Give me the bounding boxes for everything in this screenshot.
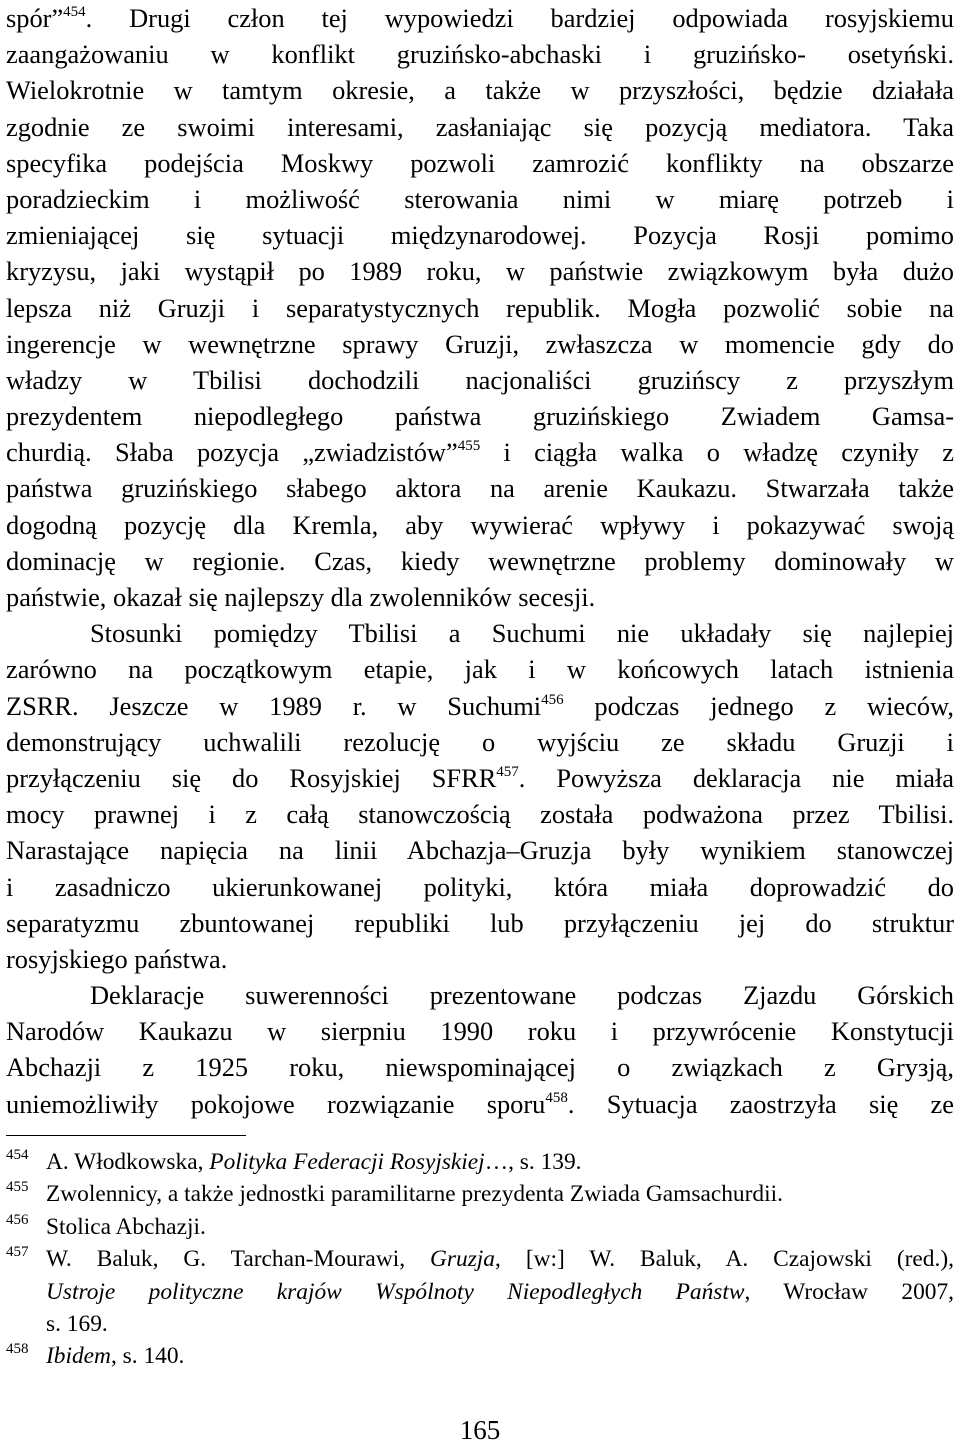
text-line: demonstrujący uchwalili rezolucję o wyjściu ze składu Gruzji i — [6, 726, 954, 757]
text-run: ZSRR. Jeszcze w 1989 r. w Suchumi — [6, 690, 542, 721]
footnote-separator — [6, 1135, 246, 1136]
footnote-line — [46, 1243, 954, 1275]
text-run: , s. 140. — [110, 1343, 185, 1370]
footnote-ref-455[interactable]: 455 — [457, 438, 481, 455]
footnote-number: 454 — [6, 1147, 29, 1163]
text-line: mocy prawnej i z całą stanowczością została podważona przez Tbilisi. — [6, 799, 954, 830]
text-line: zaangażowaniu w konflikt gruzińsko-abchaski i gruzińsko- osetyński. — [6, 39, 954, 70]
footnote-ref-458[interactable]: 458 — [545, 1089, 568, 1106]
document-page — [6, 0, 954, 1448]
footnote-454 — [6, 1146, 954, 1178]
text-line — [6, 1086, 954, 1122]
text-line: zarówno na początkowym etapie, jak i w końcowych latach istnienia — [6, 654, 954, 685]
footnote-ref-457[interactable]: 457 — [496, 763, 519, 780]
text-line: poradzieckim i możliwość sterowania nimi w miarę potrzeb i — [6, 183, 954, 214]
text-line: ingerencje w wewnętrzne sprawy Gruzji, zwłaszcza w momencie gdy do — [6, 328, 954, 359]
text-line: Narodów Kaukazu w sierpniu 1990 roku i przywrócenie Konstytucji — [6, 1016, 954, 1047]
text-line: Wielokrotnie w tamtym okresie, a także w przyszłości, będzie działała — [6, 75, 954, 106]
text-run: Gruzja — [430, 1246, 496, 1273]
footnote-455 — [6, 1178, 954, 1210]
paragraph-1 — [6, 0, 954, 615]
text-run: spór” — [6, 3, 64, 33]
text-run: uniemożliwiły pokojowe rozwiązanie sporu — [6, 1088, 546, 1119]
text-line: zmieniającej się sytuacji międzynarodowej. Pozycja Rosji pomimo — [6, 220, 954, 251]
text-run: Ustroje polityczne krajów Wspólnoty Niepodległych Państw — [46, 1278, 745, 1305]
footnote-line — [46, 1276, 954, 1308]
text-line: dominację w regionie. Czas, kiedy wewnętrzne problemy dominowały w — [6, 545, 954, 576]
text-run: churdią. Słaba pozycja „zwiadzistów” — [6, 437, 458, 468]
text-line: zgodnie ze swoimi interesami, zasłaniając się pozycją mediatora. Taka — [6, 111, 954, 142]
text-run: , [w:] W. Baluk, A. Czajowski (red.), — [495, 1246, 954, 1273]
text-run: W. Baluk, G. Tarchan-Mourawi, — [46, 1246, 431, 1273]
text-line: kryzysu, jaki wystąpił po 1989 roku, w państwie związkowym była dużo — [6, 256, 954, 287]
text-run: Ibidem — [46, 1343, 111, 1370]
text-line: i zasadniczo ukierunkowanej polityki, która miała doprowadzić do — [6, 871, 954, 902]
text-line: dogodną pozycję dla Kremla, aby wywierać wpływy i pokazywać swoją — [6, 509, 954, 540]
footnote-line — [46, 1146, 954, 1178]
text-line: lepsza niż Gruzji i separatystycznych republik. Mogła pozwolić sobie na — [6, 292, 954, 323]
text-run: podczas jednego z wieców, — [563, 690, 954, 721]
text-run: …, s. 139. — [484, 1149, 582, 1175]
text-line: specyfika podejścia Moskwy pozwoli zamrozić konflikty na obszarze — [6, 147, 954, 178]
text-line — [6, 434, 954, 470]
footnote-number: 457 — [6, 1244, 29, 1261]
footnote-456 — [6, 1211, 954, 1243]
footnote-number: 458 — [6, 1341, 29, 1358]
text-line — [6, 760, 954, 796]
text-run: , Wrocław 2007, — [744, 1278, 954, 1305]
text-line: państwa gruzińskiego słabego aktora na arenie Kaukazu. Stwarzała także — [6, 473, 954, 504]
footnote-number: 456 — [6, 1211, 29, 1228]
footnote-number: 455 — [6, 1179, 29, 1196]
text-line — [6, 0, 954, 36]
paragraph-2 — [6, 615, 954, 977]
text-run: A. Włodkowska, — [46, 1149, 210, 1175]
footnote-458 — [6, 1340, 954, 1372]
text-line: państwie, okazał się najlepszy dla zwolenników secesji. — [6, 582, 596, 612]
footnote-ref-454[interactable]: 454 — [63, 4, 86, 20]
footnote-457 — [6, 1243, 954, 1340]
footnote-line: s. 169. — [46, 1311, 108, 1338]
text-line: prezydentem niepodległego państwa gruzińskiego Zwiadem Gamsa- — [6, 401, 954, 432]
text-run: przyłączeniu się do Rosyjskiej SFRR — [6, 762, 497, 793]
body-text — [6, 0, 954, 1122]
text-line: Narastające napięcia na linii Abchazja–Gruzja były wynikiem stanowczej — [6, 835, 954, 866]
text-line: Abchazji z 1925 roku, niewspominającej o związkach z Grузją, — [6, 1052, 954, 1083]
text-line: rosyjskiego państwa. — [6, 943, 228, 974]
footnote-ref-456[interactable]: 456 — [541, 691, 564, 708]
text-run: . Powyższa deklaracja nie miała — [518, 762, 954, 793]
text-line: separatyzmu zbuntowanej republiki lub przyłączeniu jej do struktur — [6, 907, 954, 938]
text-run: i ciągła walka o władzę czyniły z — [480, 437, 954, 468]
footnote-line: Stolica Abchazji. — [46, 1213, 206, 1240]
text-line: Stosunki pomiędzy Tbilisi a Suchumi nie układały się najlepiej — [90, 618, 954, 649]
text-run: Polityka Federacji Rosyjskiej — [209, 1149, 485, 1175]
footnote-line: Zwolennicy, a także jednostki paramilitarne prezydenta Zwiada Gamsachurdii. — [46, 1181, 783, 1208]
text-line: władzy w Tbilisi dochodzili nacjonaliści gruzińscy z przyszłym — [6, 364, 954, 395]
footnote-line — [46, 1340, 954, 1372]
page-number: 165 — [459, 1415, 501, 1445]
text-line — [6, 688, 954, 724]
text-run: . Sytuacja zaostrzyła się ze — [567, 1088, 954, 1119]
paragraph-3 — [6, 977, 954, 1122]
footnotes — [6, 1146, 954, 1373]
text-line: Deklaracje suwerenności prezentowane podczas Zjazdu Górskich — [90, 980, 954, 1011]
text-run: . Drugi człon tej wypowiedzi bardziej odpowiada rosyjskiemu — [85, 3, 954, 33]
